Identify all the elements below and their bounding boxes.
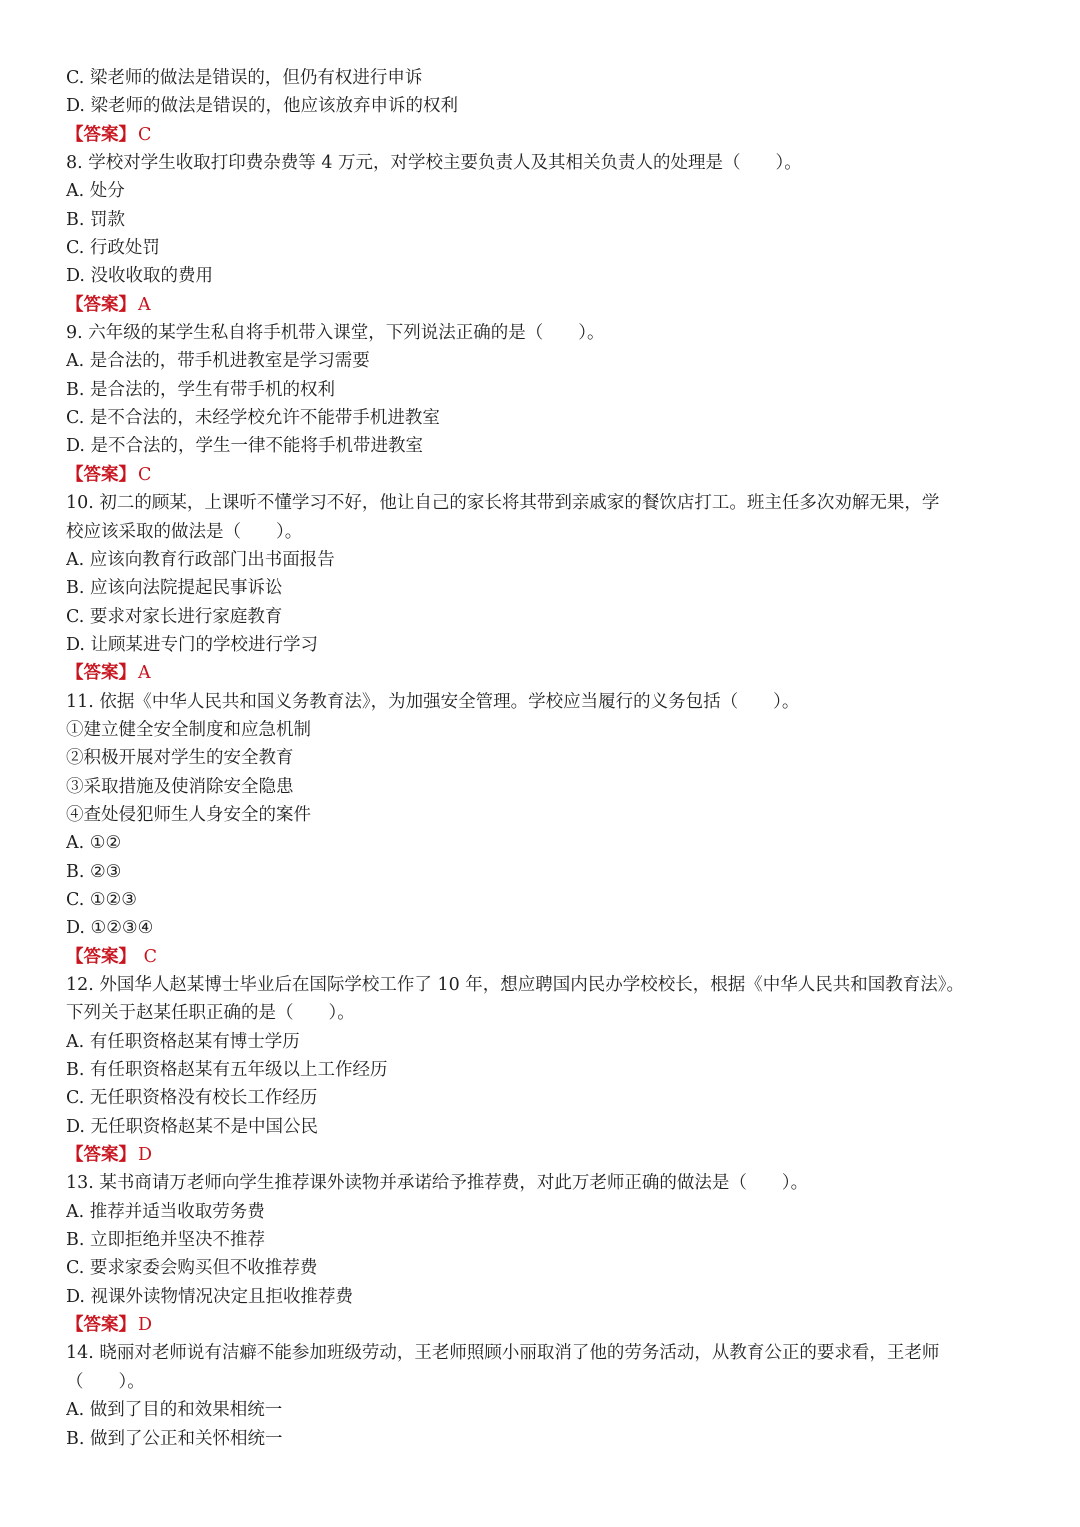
question-text: 9. 六年级的某学生私自将手机带入课堂，下列说法正确的是（ ）。 [66,323,605,344]
option-text: C. 梁老师的做法是错误的，但仍有权进行申诉 [66,68,423,88]
option-text: D. 是不合法的，学生一律不能将手机带进教室 [66,436,424,457]
answer-value: D [138,1315,153,1336]
option-text: C. ①②③ [66,889,137,910]
answer-label: 【答案】 [66,663,136,684]
answer-value: C [138,124,152,145]
option-text: C. 无任职资格没有校长工作经历 [66,1088,318,1109]
answer-label: 【答案】 [66,946,136,967]
answer-line [66,943,1041,971]
question-text: 下列关于赵某任职正确的是（ ）。 [66,1003,355,1024]
option-text: A. 处分 [66,181,125,202]
document-page [66,64,1041,1453]
question-text: 校应该采取的做法是（ ）。 [66,521,303,542]
option-text: C. 是不合法的，未经学校允许不能带手机进教室 [66,408,440,429]
option-text: D. 没收收取的费用 [66,266,214,287]
question-text: 8. 学校对学生收取打印费杂费等 4 万元，对学校主要负责人及其相关负责人的处理是（ ）。 [66,153,802,174]
answer-value: D [138,1145,153,1166]
option-text: B. 应该向法院提起民事诉讼 [66,578,283,599]
answer-value: C [138,946,157,967]
option-text: ④查处侵犯师生人身安全的案件 [66,804,311,825]
option-text: C. 要求对家长进行家庭教育 [66,606,283,627]
answer-line [66,1311,1041,1339]
question-text: （ ）。 [66,1371,145,1392]
answer-label: 【答案】 [66,124,136,145]
answer-value: C [138,464,152,485]
answer-line [66,121,1041,149]
option-text: A. ①② [66,833,122,854]
option-text: D. ①②③④ [66,918,154,939]
option-text: ②积极开展对学生的安全教育 [66,748,294,769]
option-text: B. 做到了公正和关怀相统一 [66,1428,283,1449]
option-text: C. 行政处罚 [66,238,160,259]
option-text: D. 视课外读物情况决定且拒收推荐费 [66,1286,354,1307]
option-text: A. 做到了目的和效果相统一 [66,1400,283,1421]
answer-line [66,659,1041,687]
option-text: B. 罚款 [66,209,125,230]
option-text: B. 有任职资格赵某有五年级以上工作经历 [66,1060,388,1081]
answer-label: 【答案】 [66,1145,136,1166]
option-text: ③采取措施及使消除安全隐患 [66,776,294,797]
answer-value: A [138,294,151,315]
option-text: ①建立健全安全制度和应急机制 [66,719,311,740]
answer-line [66,461,1041,489]
answer-label: 【答案】 [66,464,136,485]
answer-line [66,1141,1041,1169]
option-text: D. 梁老师的做法是错误的，他应该放弃申诉的权利 [66,96,459,117]
answer-value: A [138,663,151,684]
option-text: A. 有任职资格赵某有博士学历 [66,1031,300,1052]
option-text: B. 是合法的，学生有带手机的权利 [66,379,335,400]
option-text: C. 要求家委会购买但不收推荐费 [66,1258,318,1279]
question-text: 11. 依据《中华人民共和国义务教育法》，为加强安全管理。学校应当履行的义务包括（ ）。 [66,691,800,712]
option-text: B. 立即拒绝并坚决不推荐 [66,1230,265,1251]
option-text: D. 让顾某进专门的学校进行学习 [66,634,319,655]
question-text: 13. 某书商请万老师向学生推荐课外读物并承诺给予推荐费，对此万老师正确的做法是（ ）。 [66,1173,809,1194]
option-text: A. 是合法的，带手机进教室是学习需要 [66,351,370,372]
option-text: A. 应该向教育行政部门出书面报告 [66,549,335,570]
question-text: 14. 晓丽对老师说有洁癖不能参加班级劳动，王老师照顾小丽取消了他的劳务活动，从教育公正的要求看，王老师 [66,1343,940,1364]
answer-label: 【答案】 [66,1315,136,1336]
question-text: 10. 初二的顾某，上课听不懂学习不好，他让自己的家长将其带到亲戚家的餐饮店打工。班主任多次劝解无果，学 [66,493,940,514]
question-text: 12. 外国华人赵某博士毕业后在国际学校工作了 10 年，想应聘国内民办学校校长，根据《中华人民共和国教育法》。 [66,975,965,995]
option-text: B. ②③ [66,861,122,882]
option-text: D. 无任职资格赵某不是中国公民 [66,1116,319,1137]
answer-line [66,291,1041,319]
option-text: A. 推荐并适当收取劳务费 [66,1201,265,1222]
answer-label: 【答案】 [66,294,136,315]
